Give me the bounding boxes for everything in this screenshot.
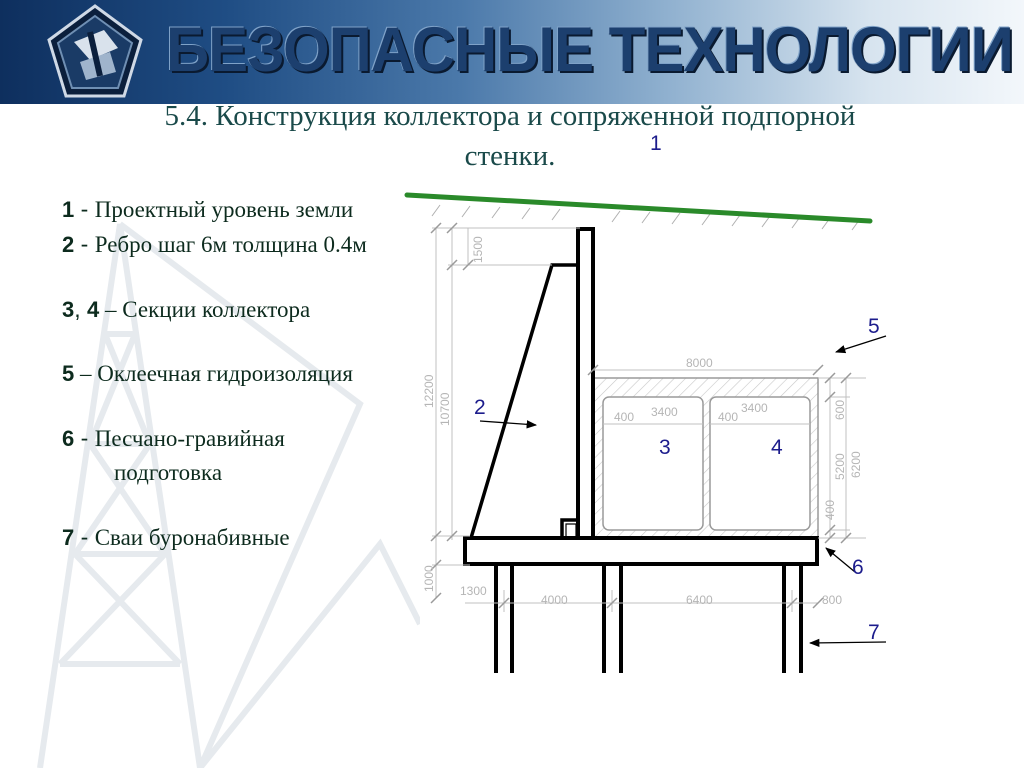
legend-separator: - <box>74 231 95 257</box>
legend-number: 2 <box>62 232 75 257</box>
pile <box>496 565 512 673</box>
legend-separator: – <box>99 297 123 322</box>
callout-4: 4 <box>771 436 783 459</box>
dim-label-3400-right: 3400 <box>741 401 768 415</box>
pile <box>604 565 621 673</box>
wall-rib <box>471 265 578 538</box>
legend-number: 6 <box>62 426 75 451</box>
dim-label-400-bottom: 400 <box>823 499 837 520</box>
legend-number: 5 <box>62 361 75 386</box>
legend-separator: - <box>74 425 95 451</box>
legend-text: Секции коллектора <box>122 297 311 322</box>
dim-label-4000: 4000 <box>541 593 568 607</box>
legend-text: Песчано-гравийная подготовка <box>94 426 285 485</box>
dim-label-400-middle: 400 <box>718 410 739 424</box>
callout-1: 1 <box>650 132 662 155</box>
slide-title-line-2: стенки. <box>464 140 556 172</box>
callout-6: 6 <box>852 556 864 579</box>
legend-number: 3 <box>62 297 75 322</box>
dim-label-5200: 5200 <box>833 453 847 480</box>
dim-label-1500: 1500 <box>471 236 485 263</box>
dim-label-6200: 6200 <box>849 451 863 478</box>
dim-label-8000: 8000 <box>686 356 713 370</box>
callout-5: 5 <box>868 315 880 338</box>
callout-7: 7 <box>868 621 880 644</box>
callout-2: 2 <box>474 396 486 419</box>
callout-arrow-5 <box>836 336 886 352</box>
legend-text: Ребро шаг 6м толщина 0.4м <box>94 232 367 257</box>
legend-text: Проектный уровень земли <box>94 197 354 222</box>
slide-title-line-1: 5.4. Конструкция коллектора и сопряженной подпорной <box>164 100 856 132</box>
callout-arrow-6 <box>826 548 855 572</box>
legend-separator: - <box>74 524 95 550</box>
legend-text: Оклеечная гидроизоляция <box>97 361 353 386</box>
dim-label-12200: 12200 <box>422 374 436 408</box>
callout-3: 3 <box>659 436 671 459</box>
legend-number: 1 <box>62 197 75 222</box>
legend-number: 7 <box>62 525 75 550</box>
pile <box>784 565 801 673</box>
design-ground-level-line <box>407 195 870 221</box>
dim-label-1000: 1000 <box>422 565 436 592</box>
wall-stem <box>578 229 593 538</box>
legend-text: Сваи буронабивные <box>94 525 290 550</box>
bored-piles <box>496 565 801 673</box>
dim-label-10700: 10700 <box>438 392 452 426</box>
legend-separator: , <box>74 296 88 322</box>
brand-name: БЕЗОПАСНЫЕ ТЕХНОЛОГИИ <box>166 14 1013 85</box>
foundation-slab <box>465 538 817 564</box>
legend-number: 4 <box>87 297 100 322</box>
dim-label-1300: 1300 <box>460 584 487 598</box>
dim-label-600: 600 <box>833 399 847 420</box>
dim-label-3400-left: 3400 <box>651 405 678 419</box>
dim-label-6400: 6400 <box>686 593 713 607</box>
legend-separator: – <box>74 361 98 386</box>
dim-label-800: 800 <box>822 593 843 607</box>
retaining-wall <box>471 229 593 538</box>
collector-box <box>593 378 818 538</box>
legend-separator: - <box>74 196 95 222</box>
dim-label-400-left: 400 <box>614 410 635 424</box>
